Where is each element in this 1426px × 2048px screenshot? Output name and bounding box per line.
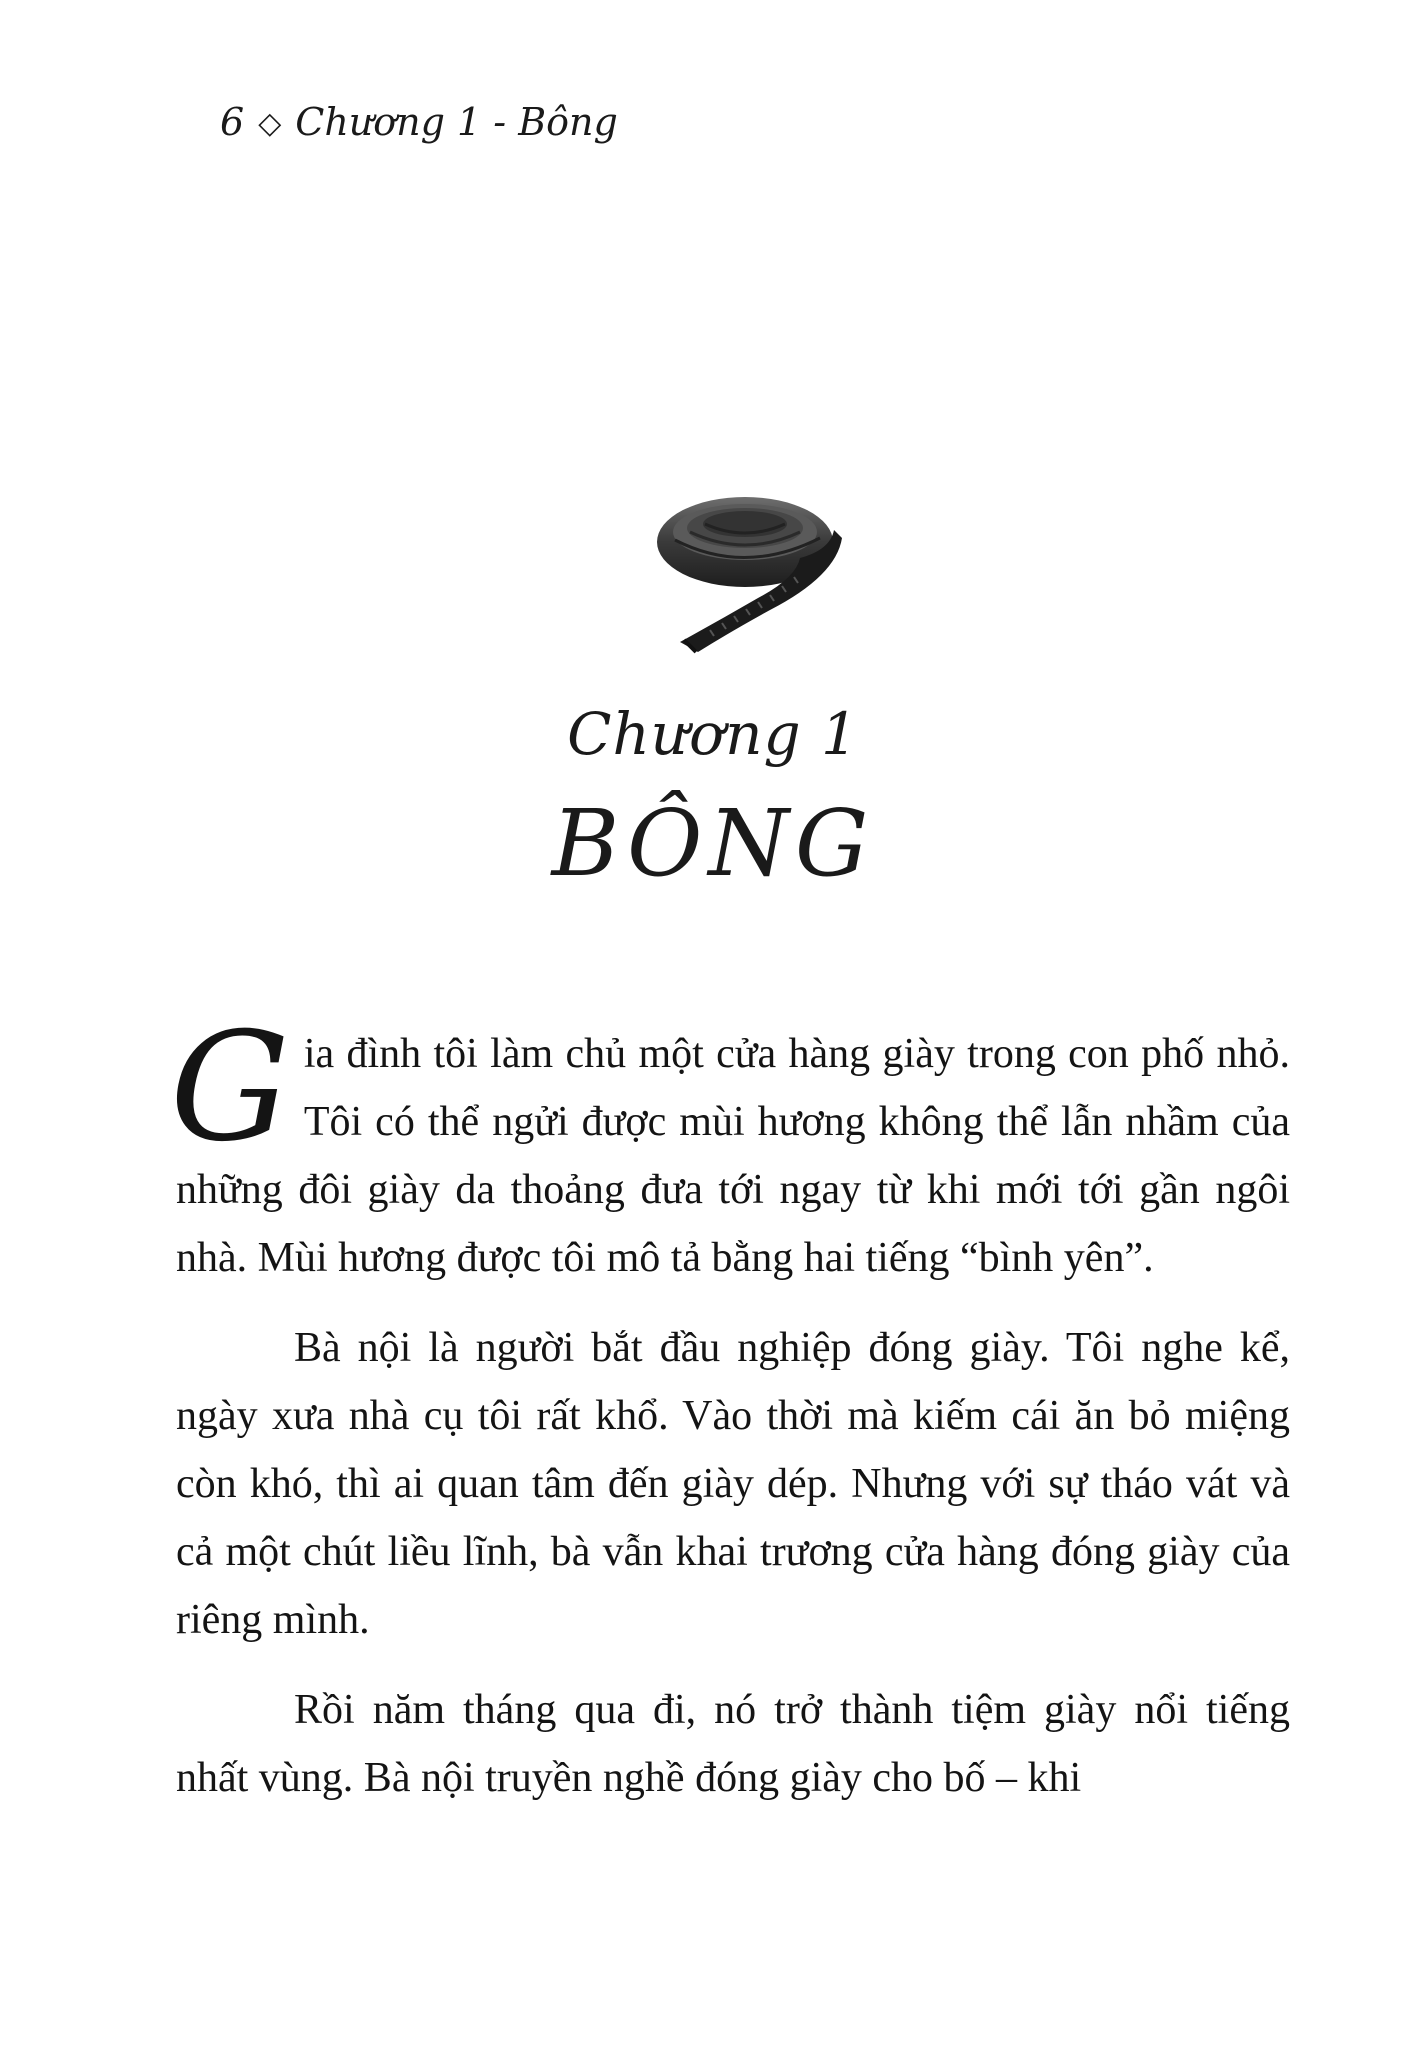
running-head: [220, 100, 618, 144]
paragraph-3: Rồi năm tháng qua đi, nó trở thành tiệm giày nổi tiếng nhất vùng. Bà nội truyền nghề đóng giày cho bố – khi: [176, 1687, 1290, 1801]
tape-measure-icon: [650, 480, 860, 670]
chapter-label: Chương 1: [567, 700, 859, 768]
paragraph-2: Bà nội là người bắt đầu nghiệp đóng giày. Tôi nghe kể, ngày xưa nhà cụ tôi rất khổ. Vào thời mà kiếm cái ăn bỏ miệng còn khó, thì ai quan tâm đến giày dép. Nhưng với sự tháo vát và cả một chút liều lĩnh, bà vẫn khai trương cửa hàng đóng giày của riêng mình.: [176, 1325, 1290, 1643]
chapter-title: BÔNG: [551, 790, 875, 897]
running-head-text: Chương 1 - Bông: [295, 100, 618, 144]
drop-cap: G: [170, 1001, 290, 1175]
page-number: 6: [220, 100, 245, 144]
paragraph-1-text: ia đình tôi làm chủ một cửa hàng giày trong con phố nhỏ. Tôi có thể ngửi được mùi hương không thể lẫn nhầm của những đôi giày da thoảng đưa tới ngay từ khi mới tới gần ngôi nhà. Mùi hương được tôi mô tả bằng hai tiếng “bình yên”.: [176, 1031, 1290, 1281]
separator-diamond: ◇: [258, 106, 282, 141]
body-text: [170, 1001, 1290, 1834]
paragraph-1: [170, 1001, 1290, 1292]
